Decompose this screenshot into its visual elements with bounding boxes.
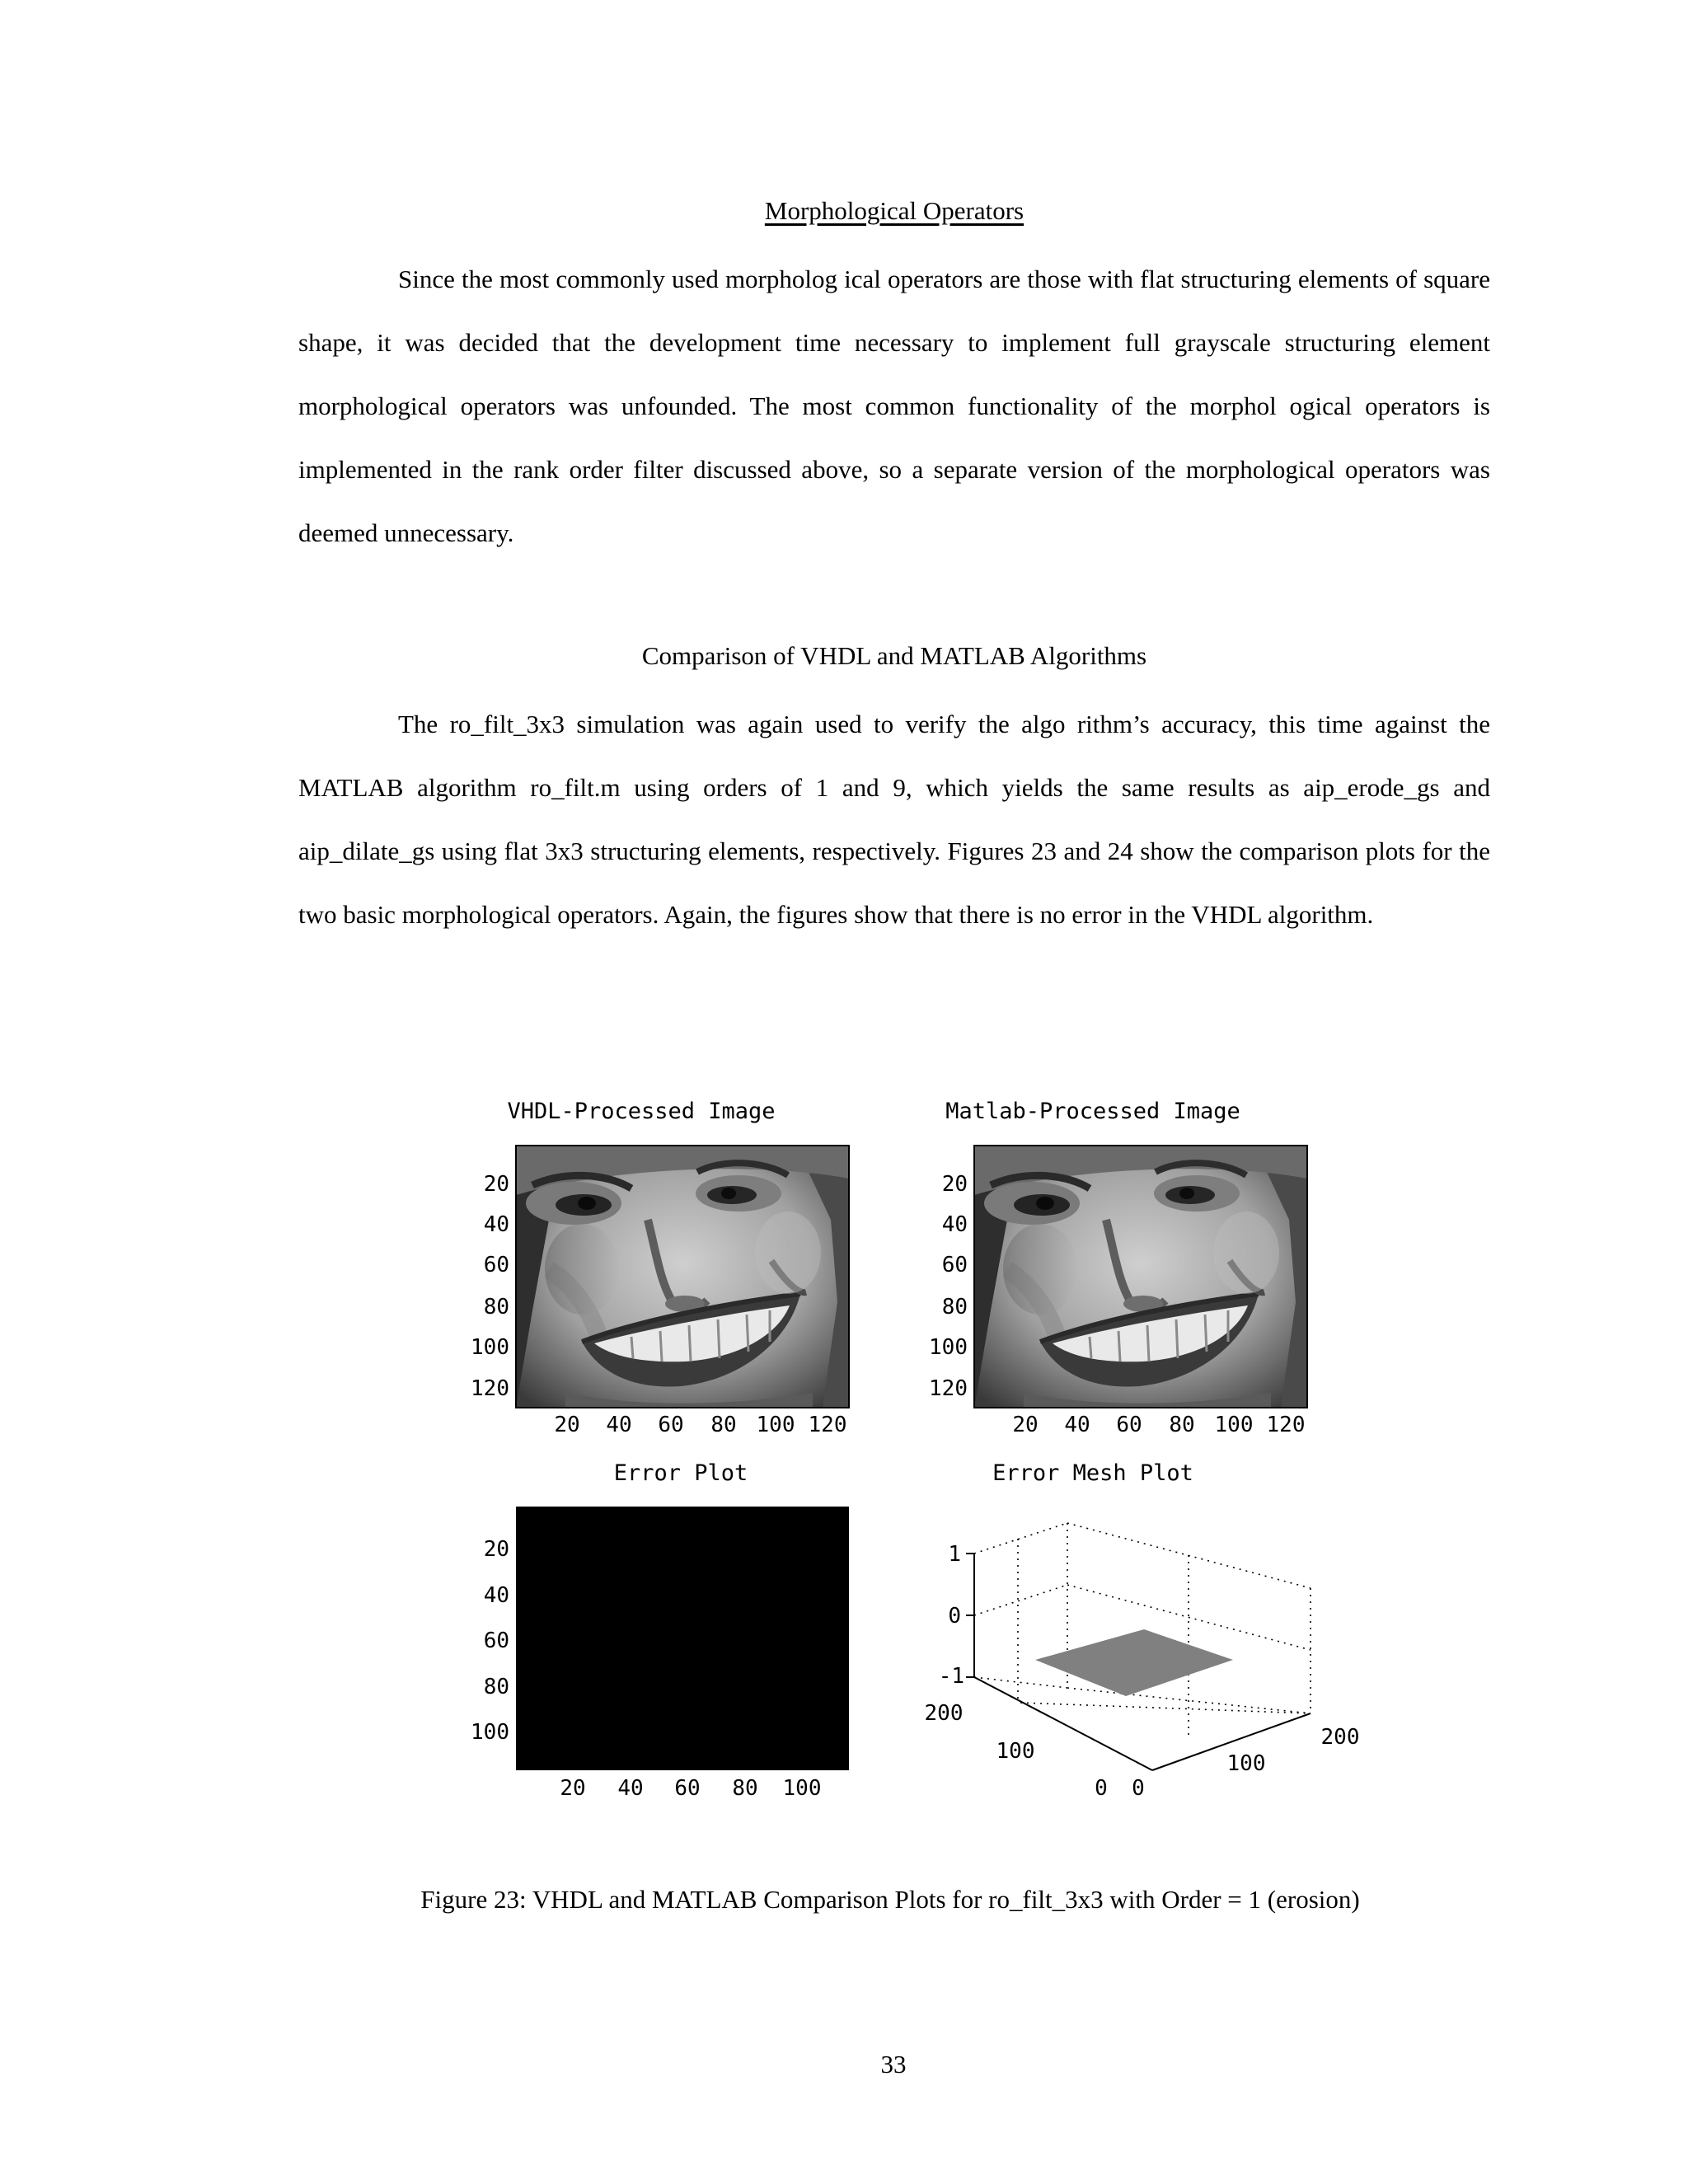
y-tick-label: 40 [483,1583,509,1608]
x-tick-label: 120 [808,1413,847,1437]
x-tick-label: 100 [1226,1751,1266,1776]
x-tick-label: 100 [1214,1413,1254,1437]
y-tick-label: 80 [483,1295,509,1319]
x-tick-label: 60 [674,1776,701,1801]
mesh-plot [925,1460,1360,1801]
vhdl-plot [471,1099,849,1437]
y-tick-label: 100 [471,1335,509,1360]
matlab-x-ticks [1012,1413,1305,1437]
x-tick-label: 80 [1169,1413,1195,1437]
y-tick-label: 80 [941,1295,968,1319]
comparison-figure [445,1096,1385,1821]
x-tick-label: 200 [1320,1725,1360,1750]
x-tick-label: 120 [1266,1413,1306,1437]
y-tick-label: 60 [483,1629,509,1653]
z-tick-label: 0 [948,1604,961,1629]
matlab-y-ticks [929,1172,968,1401]
y-tick-label: 120 [929,1376,968,1401]
y-tick-label: 60 [483,1253,509,1277]
figure-caption: Figure 23: VHDL and MATLAB Comparison Plots for ro_filt_3x3 with Order = 1 (erosion) [420,1885,1360,1914]
matlab-image [974,1146,1307,1408]
y-tick-label: 200 [924,1701,964,1726]
vhdl-image [516,1146,849,1408]
y-tick-label: 120 [471,1376,509,1401]
x-tick-label: 0 [1132,1776,1145,1801]
y-tick-label: 60 [941,1253,968,1277]
paragraph-text: Since the most commonly used morpholog ical operators are those with flat structuring elements of square shape, it was decided that the development time necessary to implement full grayscale structuring element morphological operators was unfounded. The most common functionality of the morphol ogical operators is implemented in the rank order filter discussed above, so a separate version of the morphological operators was deemed unnecessary. [298,265,1490,547]
error-y-ticks [471,1537,509,1745]
x-tick-label: 80 [732,1776,758,1801]
y-tick-label: 0 [1095,1776,1108,1801]
y-tick-label: 20 [483,1537,509,1562]
x-tick-label: 60 [1116,1413,1142,1437]
x-tick-label: 20 [554,1413,580,1437]
x-tick-label: 20 [560,1776,586,1801]
vhdl-y-ticks [471,1172,509,1401]
x-tick-label: 20 [1012,1413,1039,1437]
paragraph-text: The ro_filt_3x3 simulation was again used to verify the algo rithm’s accuracy, this time against the MATLAB algorithm ro_filt.m using orders of 1 and 9, which yields the same results as aip_erode_gs and aip_dilate_gs using flat 3x3 structuring elements, respectively. Figures 23 and 24 show the comparison plots for the two basic morphological operators. Again, the figures show that there is no error in the VHDL algorithm. [298,710,1490,929]
mesh-plot-title: Error Mesh Plot [992,1460,1193,1486]
matlab-plot-title: Matlab-Processed Image [945,1099,1240,1124]
y-tick-label: 100 [929,1335,968,1360]
x-tick-label: 100 [756,1413,795,1437]
mesh-z-ticks [939,1542,964,1689]
error-plot [471,1460,849,1801]
figure-svg [445,1096,1385,1821]
section-heading-morphological-operators: Morphological Operators [764,196,1025,225]
page-number: 33 [880,2050,907,2079]
z-tick-label: -1 [938,1664,964,1689]
x-tick-label: 40 [1064,1413,1090,1437]
vhdl-x-ticks [554,1413,846,1437]
y-tick-label: 40 [941,1212,968,1237]
mesh-y-ticks [925,1701,1108,1801]
y-tick-label: 80 [483,1675,509,1699]
y-tick-label: 20 [941,1172,968,1197]
y-tick-label: 20 [483,1172,509,1197]
error-plot-title: Error Plot [613,1460,748,1486]
error-image [516,1507,849,1770]
matlab-plot [929,1099,1307,1437]
x-tick-label: 40 [606,1413,632,1437]
x-tick-label: 80 [710,1413,737,1437]
y-tick-label: 100 [471,1720,509,1745]
error-x-ticks [560,1776,821,1801]
section-heading-comparison: Comparison of VHDL and MATLAB Algorithms [641,641,1147,670]
y-tick-label: 40 [483,1212,509,1237]
z-tick-label: 1 [948,1542,961,1567]
paragraph-morphological-operators [298,247,1490,565]
vhdl-plot-title: VHDL-Processed Image [507,1099,776,1124]
y-tick-label: 100 [996,1739,1035,1764]
mesh-surface [1035,1629,1233,1696]
x-tick-label: 60 [658,1413,684,1437]
paragraph-comparison [298,692,1490,946]
x-tick-label: 40 [617,1776,644,1801]
x-tick-label: 100 [782,1776,822,1801]
